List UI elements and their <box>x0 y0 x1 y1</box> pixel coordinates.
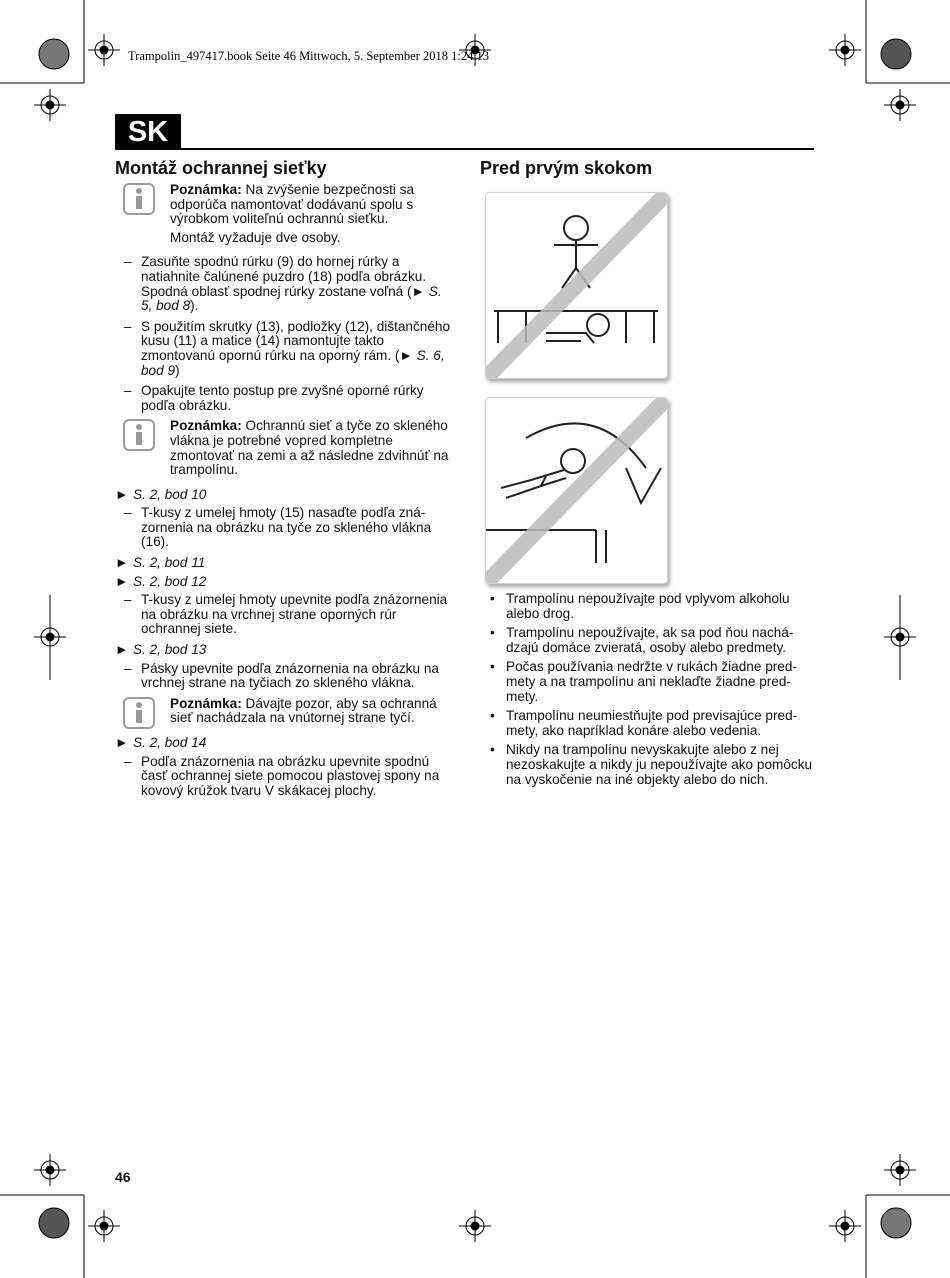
info-icon <box>123 419 155 451</box>
list-item: – Podľa znázornenia na obrázku upevnite spodnú časť ochrannej siete pomocou plastovej spony na kovový krúžok tvaru V skákacej plochy. <box>124 753 440 798</box>
right-column <box>490 592 818 792</box>
page-ref: ► S. 2, bod 14 <box>115 735 207 750</box>
page-ref: ► S. 2, bod 10 <box>115 486 207 502</box>
list-item: • Trampolínu neumiestňujte pod previsajúce predmety, ako napríklad konáre alebo vedenia. <box>490 708 798 738</box>
list-item: – Zasuňte spodnú rúrku (9) do hornej rúrky a natiahnite čalúnené puzdro (18) podľa obrázku. Spodná oblasť spodnej rúrky zostane voľná (► S. 5, bod 8). <box>124 254 442 314</box>
note-label: Poznámka: <box>170 418 242 434</box>
left-column <box>115 183 455 804</box>
header-rule <box>181 148 814 150</box>
info-icon <box>123 183 155 215</box>
note-text: Na zvýšenie bezpečnosti sa odporúča namontovať dodávanú spolu s výrobkom voliteľnú ochrannú sieťku. <box>170 182 415 227</box>
note-text: Dávajte pozor, aby sa ochranná sieť nachádzala na vnútornej strane tyčí. <box>170 695 437 726</box>
warning-pictogram-somersault <box>485 397 668 584</box>
note-block <box>115 697 455 726</box>
list-item: • Počas používania nedržte v rukách žiadne predmety a na trampolínu ani neklaďte žiadne predmety. <box>490 659 797 704</box>
list-item: • Nikdy na trampolínu nevyskakujte alebo z nej nezoskakujte a nikdy ju nepoužívajte ako pomôcku na vyskočenie na iné objekty alebo do nich. <box>490 742 813 787</box>
note-text-2: Montáž vyžaduje dve osoby. <box>170 229 341 245</box>
page-number: 46 <box>115 1169 131 1185</box>
info-icon <box>123 697 155 729</box>
list-item: – S použitím skrutky (13), podložky (12), dištančného kusu (11) a matice (14) namontujte takto zmontovanú opornú rúrku na oporný rám. (► S. 6, bod 9) <box>124 318 451 378</box>
list-item: • Trampolínu nepoužívajte, ak sa pod ňou nachádzajú domáce zvieratá, osoby alebo predmety. <box>490 625 794 655</box>
page-ref: ► S. 2, bod 11 <box>115 555 206 571</box>
list-item: – Pásky upevnite podľa znázornenia na obrázku na vrchnej strane na tyčiach zo skleného vlákna. <box>124 660 439 691</box>
list-item: – Opakujte tento postup pre zvyšné oporné rúrky podľa obrázku. <box>124 383 424 413</box>
note-label: Poznámka: <box>170 182 242 197</box>
list-item: – T-kusy z umelej hmoty (15) nasaďte podľa znázornenia na obrázku na tyče zo skleného vlákna (16). <box>124 505 432 550</box>
page-ref: ► S. 2, bod 13 <box>115 642 207 658</box>
note-block <box>115 419 455 477</box>
warning-pictogram-under-trampoline <box>485 192 668 379</box>
note-block <box>115 183 455 245</box>
right-section-title: Pred prvým skokom <box>480 158 653 178</box>
note-text: Ochrannú sieť a tyče zo skleného vlákna je potrebné vopred kompletne zmontovať na zemi a až následne zdvihnúť na trampolínu. <box>170 418 449 478</box>
page-ref: ► S. 2, bod 12 <box>115 573 207 589</box>
note-label: Poznámka: <box>170 695 242 711</box>
list-item: – T-kusy z umelej hmoty upevnite podľa znázornenia na obrázku na vrchnej strane oporných rúr ochrannej siete. <box>124 592 448 637</box>
page-ref: ► S. 6, bod 9 <box>141 347 445 378</box>
list-item: • Trampolínu nepoužívajte pod vplyvom alkoholu alebo drog. <box>490 591 790 621</box>
left-section-title: Montáž ochrannej sieťky <box>115 158 327 178</box>
print-header: Trampolin_497417.book Seite 46 Mittwoch, 5. September 2018 1:24 13 <box>128 49 489 63</box>
language-tag: SK <box>115 114 181 150</box>
page-ref: ► S. 5, bod 8 <box>141 283 442 314</box>
